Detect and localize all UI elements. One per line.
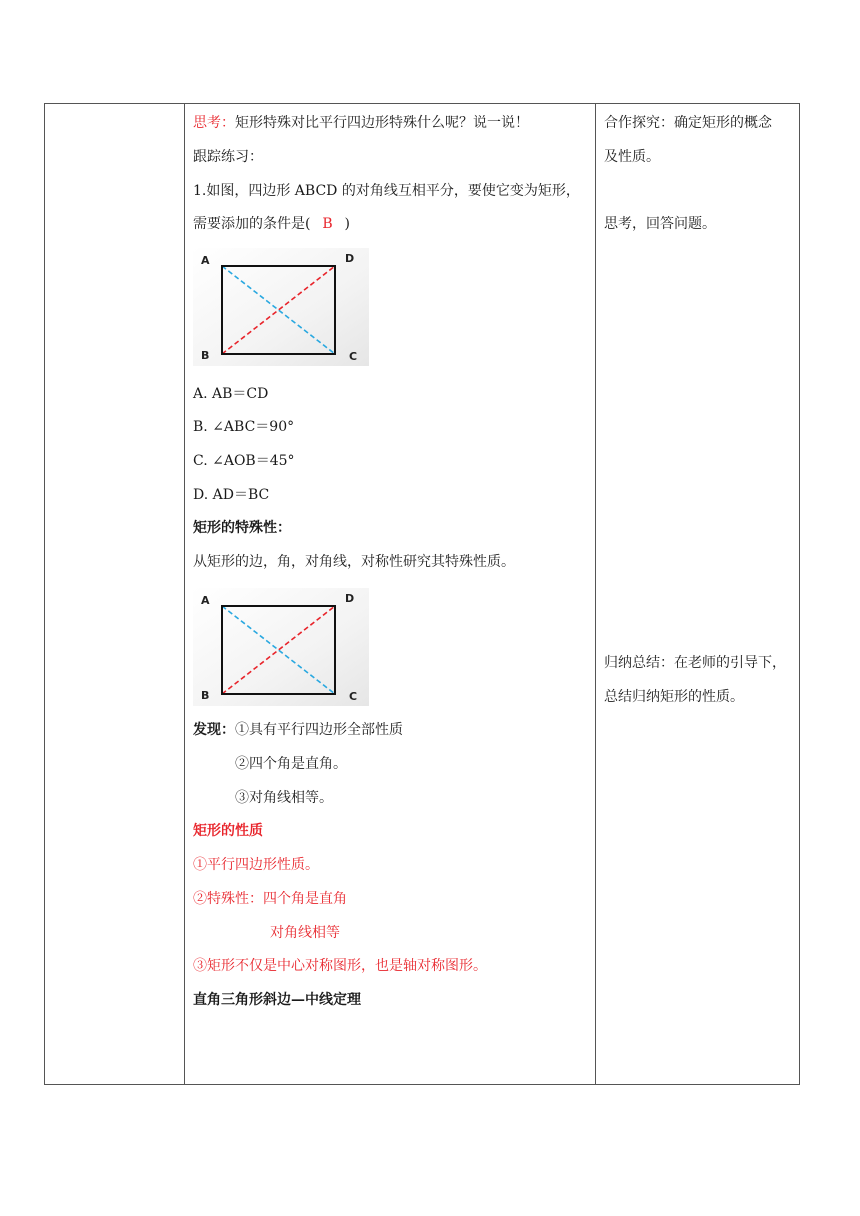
vertex-b: B (201, 349, 210, 362)
option-d: D. AD＝BC (193, 487, 270, 503)
vertex-a: A (201, 594, 210, 607)
question-line-1: 1.如图，四边形 ABCD 的对角线互相平分，要使它变为矩形， (193, 183, 580, 199)
summary-line-2: 总结归纳矩形的性质。 (604, 689, 744, 705)
think-text: 矩形特殊对比平行四边形特殊什么呢？说一说！ (235, 115, 529, 131)
option-a: A. AB＝CD (193, 386, 269, 402)
discover-line-2: ②四个角是直角。 (235, 756, 347, 772)
right-column (596, 104, 800, 1084)
think-answer: 思考，回答问题。 (604, 216, 716, 232)
special-text: 从矩形的边，角，对角线，对称性研究其特殊性质。 (193, 554, 515, 570)
vertex-d: D (345, 592, 355, 605)
think-line (193, 114, 529, 132)
think-label: 思考： (193, 115, 235, 131)
vertex-b: B (201, 689, 210, 702)
vertex-c: C (349, 350, 358, 363)
lesson-table (44, 103, 800, 1085)
rectangle-figure-2 (193, 588, 369, 706)
theorem-title: 直角三角形斜边—中线定理 (193, 992, 361, 1008)
left-column (45, 104, 184, 1084)
answer-mark: B (322, 216, 333, 232)
vertex-d: D (345, 252, 355, 265)
props-title: 矩形的性质 (193, 823, 263, 839)
vertex-c: C (349, 690, 358, 703)
discover-line-1: 发现：①具有平行四边形全部性质 (193, 722, 403, 738)
practice-title: 跟踪练习： (193, 149, 263, 165)
option-c: C. ∠AOB＝45° (193, 453, 295, 469)
rectangle-figure-1 (193, 248, 369, 366)
explore-line-1: 合作探究：确定矩形的概念 (604, 115, 772, 131)
explore-line-2: 及性质。 (604, 149, 660, 165)
props-item-3: ③矩形不仅是中心对称图形，也是轴对称图形。 (193, 958, 487, 974)
discover-label: 发现： (193, 722, 235, 738)
props-item-1: ①平行四边形性质。 (193, 857, 319, 873)
summary-line-1: 归纳总结：在老师的引导下， (604, 655, 786, 671)
option-b: B. ∠ABC＝90° (193, 419, 295, 435)
discover-line-3: ③对角线相等。 (235, 790, 333, 806)
question-line-2: 需要添加的条件是( B ) (193, 216, 350, 232)
props-item-2b: 对角线相等 (270, 925, 340, 941)
vertex-a: A (201, 254, 210, 267)
props-item-2: ②特殊性：四个角是直角 (193, 891, 347, 907)
middle-column (185, 104, 595, 1084)
special-title: 矩形的特殊性： (193, 520, 291, 536)
